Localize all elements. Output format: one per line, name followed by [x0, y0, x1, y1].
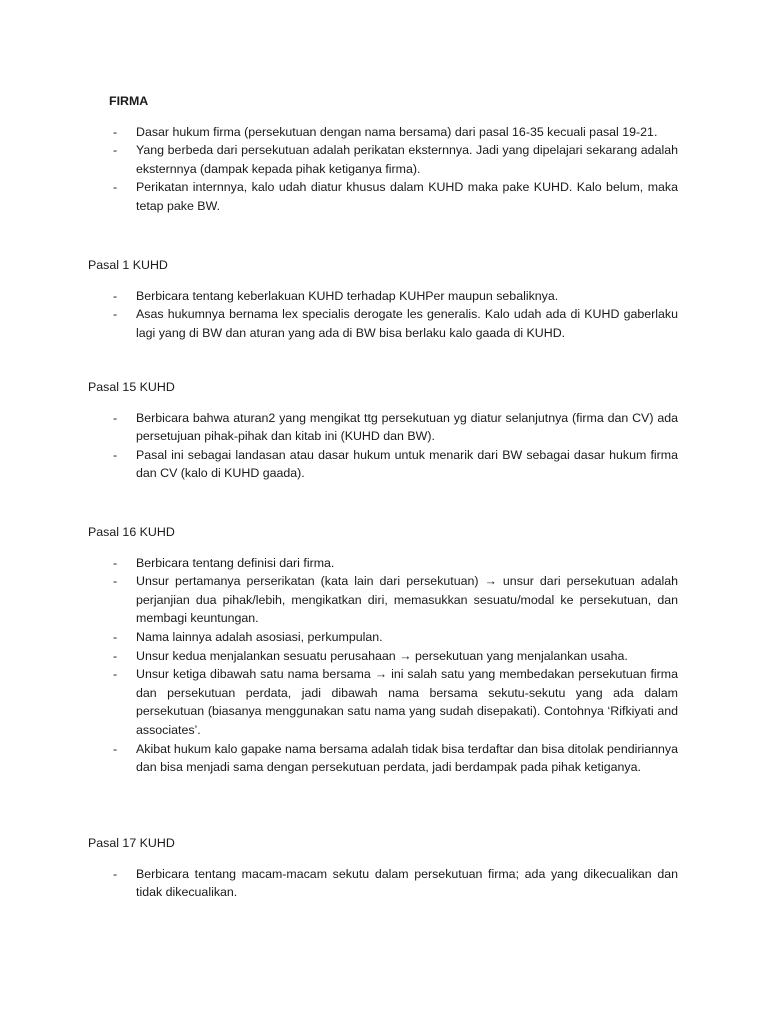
section-pasal-15: [88, 378, 678, 483]
list-item: - Unsur ketiga dibawah satu nama bersama → ini salah satu yang membedakan persekutuan firma dan persekutuan perdata, jadi dibawah nama bersama sekutu-sekutu yang ada dalam persekutuan (biasanya menggunakan satu nama yang sudah disepakati). Contohnya ‘Rifkiyati and associates’.: [113, 667, 678, 737]
bullet-list: [88, 123, 678, 216]
list-item: - Dasar hukum firma (persekutuan dengan nama bersama) dari pasal 16-35 kecuali pasal 19-21.: [113, 124, 658, 139]
list-item: - Berbicara tentang keberlakuan KUHD terhadap KUHPer maupun sebaliknya.: [113, 288, 559, 303]
section-pasal-16: [88, 523, 678, 777]
section-heading: Pasal 16 KUHD: [88, 525, 175, 539]
section-pasal-1: [88, 256, 678, 342]
list-item: - Berbicara tentang definisi dari firma.: [113, 555, 335, 570]
list-item: - Perikatan internnya, kalo udah diatur khusus dalam KUHD maka pake KUHD. Kalo belum, maka tetap pake BW.: [113, 180, 678, 213]
list-item: - Berbicara tentang macam-macam sekutu dalam persekutuan firma; ada yang dikecualikan dan tidak dikecualikan.: [113, 866, 678, 900]
list-item: - Pasal ini sebagai landasan atau dasar hukum untuk menarik dari BW sebagai dasar hukum firma dan CV (kalo di KUHD gaada).: [113, 447, 678, 481]
section-pasal-17: [88, 834, 678, 902]
list-item: - Unsur kedua menjalankan sesuatu perusahaan → persekutuan yang menjalankan usaha.: [113, 648, 628, 663]
section-heading: Pasal 1 KUHD: [88, 258, 168, 272]
list-item: - Yang berbeda dari persekutuan adalah perikatan eksternnya. Jadi yang dipelajari sekarang adalah eksternnya (dampak kepada pihak ketiganya firma).: [113, 143, 678, 176]
bullet-list: [88, 409, 678, 483]
bullet-list: [88, 865, 678, 902]
list-item: - Unsur pertamanya perserikatan (kata lain dari persekutuan) → unsur dari persekutuan adalah perjanjian dua pihak/lebih, mengikatkan diri, memasukkan sesuatu/modal ke persekutuan, dan membagi keuntungan.: [113, 574, 678, 626]
list-item: - Asas hukumnya bernama lex specialis derogate les generalis. Kalo udah ada di KUHD gaberlaku lagi yang di BW dan aturan yang ada di BW bisa berlaku kalo gaada di KUHD.: [113, 307, 678, 340]
section-firma: [88, 92, 678, 216]
bullet-list: [88, 287, 678, 343]
list-item: - Berbicara bahwa aturan2 yang mengikat ttg persekutuan yg diatur selanjutnya (firma dan CV) ada persetujuan pihak-pihak dan kitab ini (KUHD dan BW).: [113, 410, 678, 444]
section-heading: FIRMA: [109, 94, 149, 108]
list-item: - Akibat hukum kalo gapake nama bersama adalah tidak bisa terdaftar dan bisa ditolak pendiriannya dan bisa menjadi sama dengan persekutuan perdata, jadi berdampak pada pihak ketiganya.: [113, 741, 678, 775]
bullet-list: [88, 554, 678, 777]
list-item: - Nama lainnya adalah asosiasi, perkumpulan.: [113, 629, 383, 644]
section-heading: Pasal 17 KUHD: [88, 836, 175, 850]
section-heading: Pasal 15 KUHD: [88, 380, 175, 394]
